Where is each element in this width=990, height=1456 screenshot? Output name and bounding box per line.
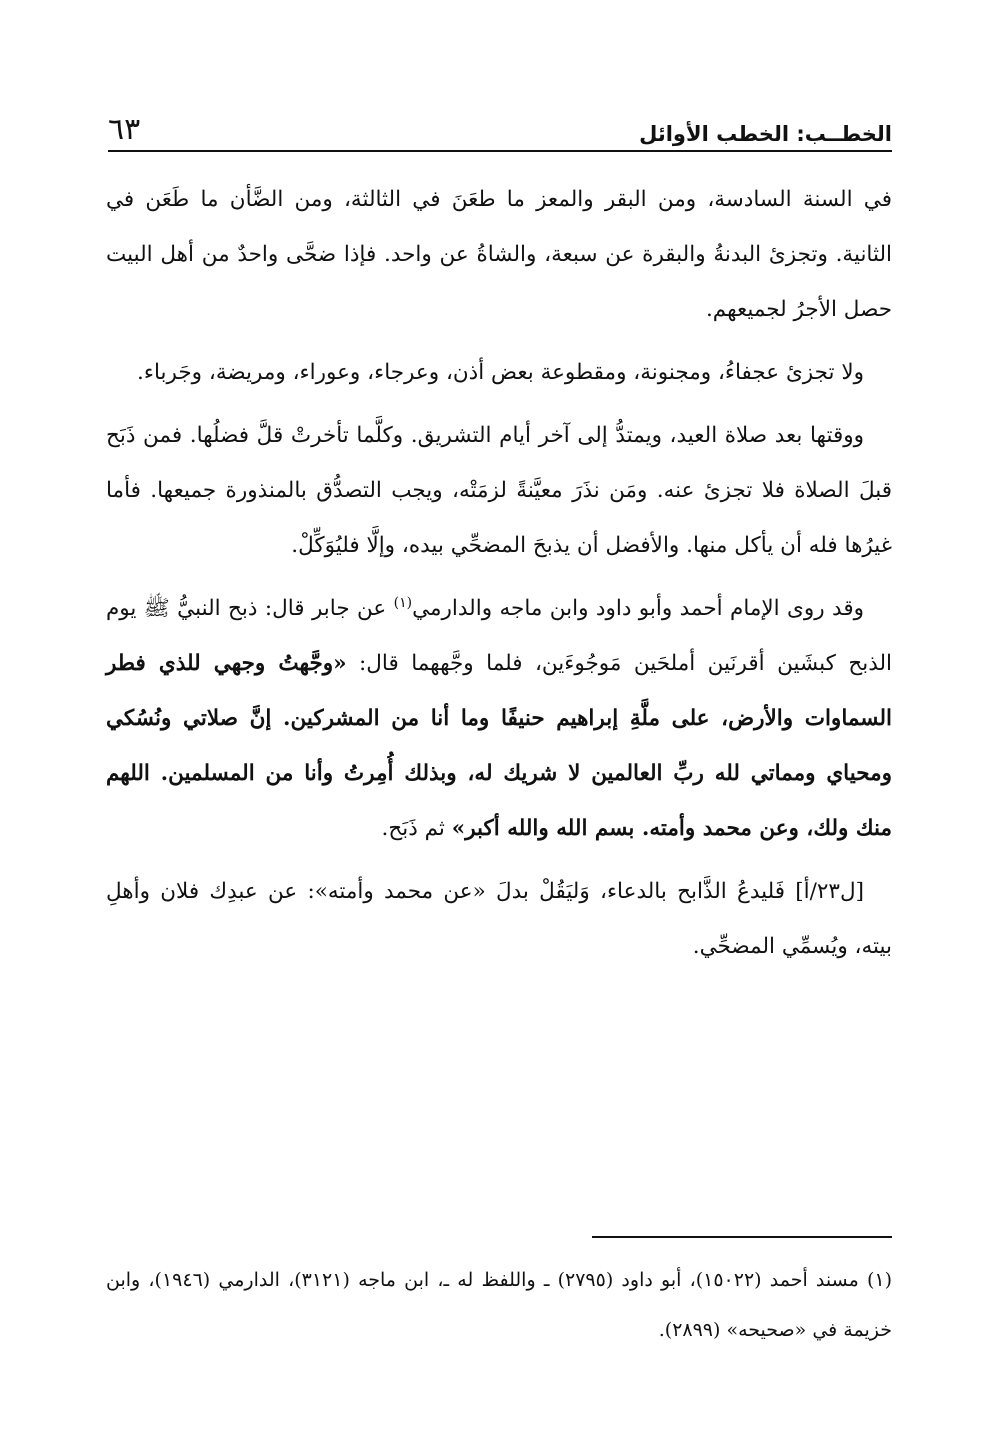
hadith-quote: «وجَّهتُ وجهي للذي فطر السماوات والأرض، على ملَّةِ إبراهيم حنيفًا وما أنا من المشركين. إنَّ صلاتي ونُسُكي ومحياي ومماتي لله ربِّ العالمين لا شريك له، وبذلك أُمِرتُ وأنا من المسلمين. اللهم منك ولك، وعن محمد وأمته. بسم الله والله أكبر» xyxy=(106,651,892,841)
page-body xyxy=(106,172,892,982)
footnote: (١) مسند أحمد (١٥٠٢٢)، أبو داود (٢٧٩٥) ـ واللفظ له ـ، ابن ماجه (٣١٢١)، الدارمي (١٩٤٦)، وابن خزيمة في «صحيحه» (٢٨٩٩). xyxy=(106,1269,893,1341)
page-header xyxy=(108,112,892,152)
paragraph-3: ووقتها بعد صلاة العيد، ويمتدُّ إلى آخر أيام التشريق. وكلَّما تأخرتْ قلَّ فضلُها. فمن ذَبَح قبلَ الصلاة فلا تجزئ عنه. ومَن نذَرَ معيَّنةً لزمَتْه، ويجب التصدُّق بالمنذورة جميعها. فأما غيرُها فله أن يأكل منها. والأفضل أن يذبحَ المضحِّي بيده، وإلَّا فليُوَكِّلْ. xyxy=(106,423,892,558)
running-title: الخطــب: الخطب الأوائل xyxy=(639,122,892,146)
hadith-paragraph xyxy=(106,581,892,856)
page-number: ٦٣ xyxy=(108,112,141,147)
paragraph-1: في السنة السادسة، ومن البقر والمعز ما طعَنَ في الثالثة، ومن الضَّأن ما طَعَن في الثانية. وتجزئ البدنةُ والبقرة عن سبعة، والشاةُ عن واحد. فإذا ضحَّى واحدٌ من أهل البيت حصل الأجرُ لجميعهم. xyxy=(106,187,892,322)
hadith-intro: وقد روى الإمام أحمد وأبو داود وابن ماجه والدارمي xyxy=(412,596,864,621)
hadith-narration: عن جابر قال: ذبح النبيُّ ﷺ يوم الذبح كبشَين أقرنَين أملحَين مَوجُوءَين، فلما وجَّههما قال: xyxy=(106,596,892,676)
footnote-reference[interactable]: (١) xyxy=(393,594,413,611)
header-rule xyxy=(108,150,892,152)
hadith-outro: ثم ذَبَح. xyxy=(381,816,452,841)
paragraph-last: [ل٢٣/أ] فَليدعُ الذَّابح بالدعاء، وَليَقُلْ بدلَ «عن محمد وأمته»: عن عبدِك فلان وأهلِ بيته، ويُسمِّي المضحِّي. xyxy=(106,879,892,959)
footnote-rule xyxy=(592,1236,892,1238)
paragraph-2: ولا تجزئ عجفاءُ، ومجنونة، ومقطوعة بعض أذن، وعرجاء، وعوراء، ومريضة، وجَرباء. xyxy=(137,360,864,385)
